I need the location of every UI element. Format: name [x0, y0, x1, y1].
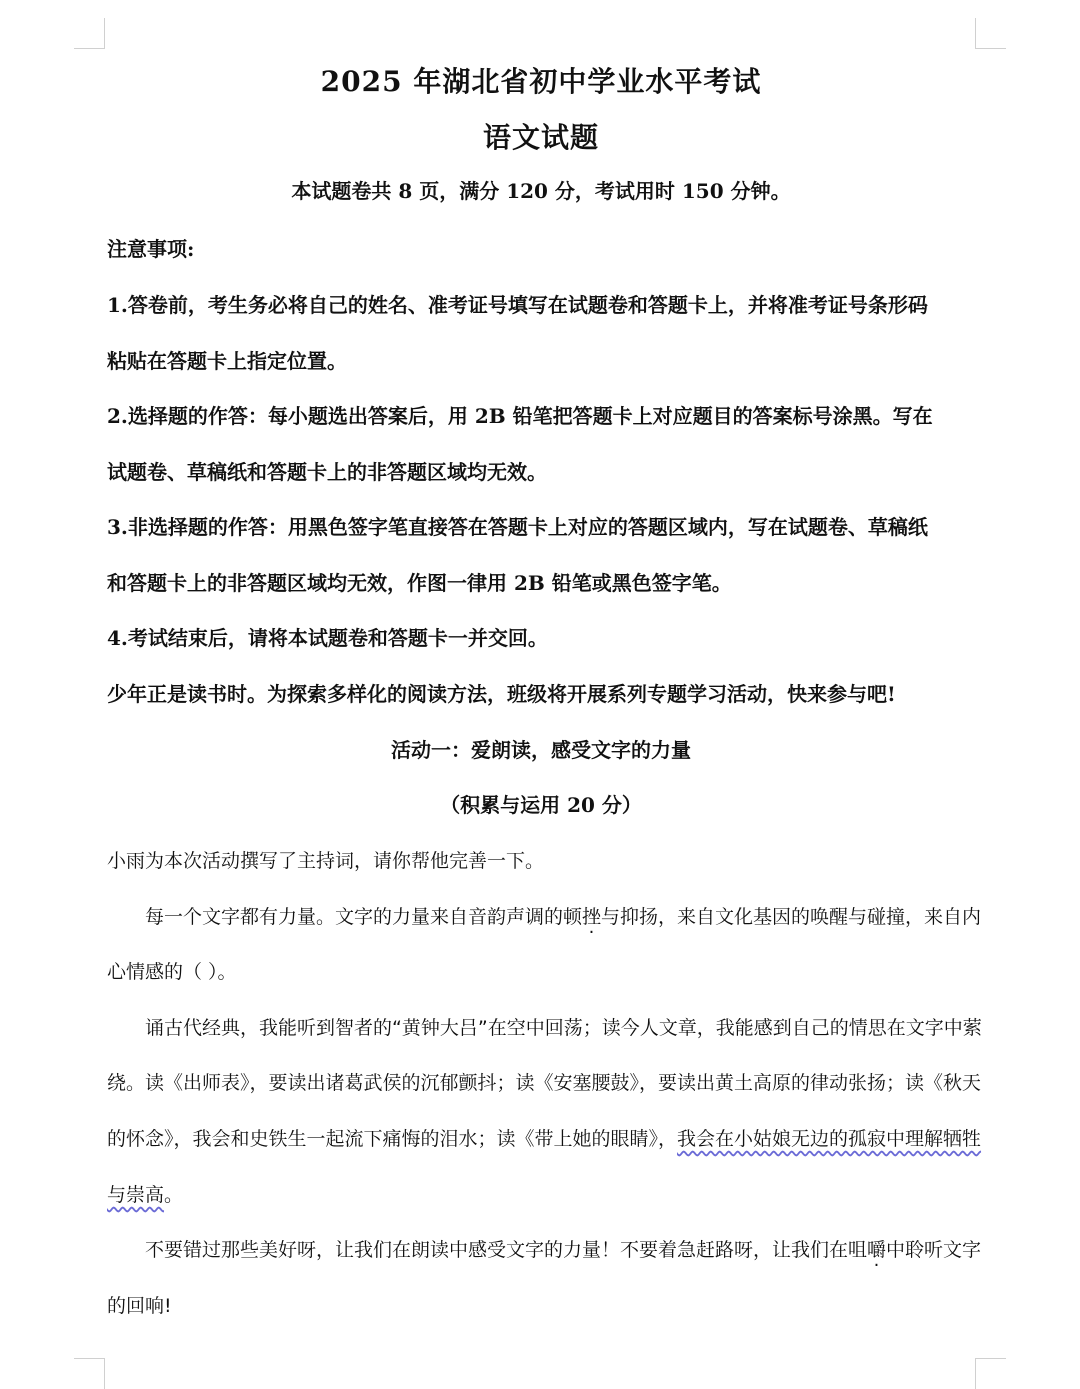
emphasis-dot-char: 嚼: [867, 1239, 887, 1261]
notice-line: 4.考试结束后，请将本试题卷和答题卡一并交回。: [107, 626, 548, 650]
text-run: 的怀念》，我会和史铁生一起流下痛悔的泪水；读《带上她的眼睛》，: [107, 1128, 678, 1150]
notice-heading: 注意事项:: [107, 237, 195, 261]
activity-score: （积累与运用 20 分）: [440, 793, 642, 817]
passage-line: [107, 902, 1013, 929]
text-run: 不要错过那些美好呀，让我们在朗读中感受文字的力量！不要着急赶路呀，让我们在咀: [145, 1239, 868, 1261]
text-run: 。: [164, 1184, 184, 1206]
text-run: 与抑扬，来自文化基因的唤醒与碰撞，来自内: [601, 906, 982, 928]
notice-line: 粘贴在答题卡上指定位置。: [107, 349, 347, 373]
intro-text: 少年正是读书时。为探索多样化的阅读方法，班级将开展系列专题学习活动，快来参与吧!: [107, 682, 896, 706]
notice-line: 2.选择题的作答：每小题选出答案后，用 2B 铅笔把答题卡上对应题目的答案标号涂黑。写在: [107, 404, 933, 428]
wavy-underlined-text: 我会在小姑娘无边的孤寂中理解牺牲: [677, 1128, 982, 1150]
notice-line: 1.答卷前，考生务必将自己的姓名、准考证号填写在试题卷和答题卡上，并将准考证号条形码: [107, 293, 928, 317]
passage-line: 诵古代经典，我能听到智者的“黄钟大吕”在空中回荡；读今人文章，我能感到自己的情思在文字中萦: [145, 1017, 982, 1039]
activity-title: 活动一：爱朗读，感受文字的力量: [391, 738, 691, 762]
passage-lead: 小雨为本次活动撰写了主持词，请你帮他完善一下。: [107, 850, 545, 872]
exam-subject: 语文试题: [482, 121, 599, 154]
page-corner-mark: [975, 1358, 1006, 1389]
exam-info: 本试题卷共 8 页，满分 120 分，考试用时 150 分钟。: [291, 179, 791, 203]
passage-line: [107, 1235, 1013, 1262]
notice-line: 和答题卡上的非答题区域均无效，作图一律用 2B 铅笔或黑色签字笔。: [107, 571, 732, 595]
exam-title: 2025 年湖北省初中学业水平考试: [320, 65, 762, 98]
emphasis-dot-char: 挫: [582, 906, 602, 928]
text-run: 中聆听文字: [886, 1239, 982, 1261]
text-run: 每一个文字都有力量。文字的力量来自音韵声调的顿: [145, 906, 583, 928]
page-corner-mark: [74, 18, 105, 49]
passage-line: 绕。读《出师表》，要读出诸葛武侯的沉郁颤抖；读《安塞腰鼓》，要读出黄土高原的律动张扬；读《秋天: [107, 1072, 982, 1094]
wavy-underlined-text: 与崇高: [107, 1184, 165, 1206]
notice-line: 3.非选择题的作答：用黑色签字笔直接答在答题卡上对应的答题区域内，写在试题卷、草稿纸: [107, 515, 928, 539]
page-corner-mark: [975, 18, 1006, 49]
notice-line: 试题卷、草稿纸和答题卡上的非答题区域均无效。: [107, 460, 547, 484]
page-corner-mark: [74, 1358, 105, 1389]
passage-line: [107, 1180, 975, 1207]
passage-line: 的回响!: [107, 1295, 172, 1317]
passage-line: [107, 1124, 982, 1151]
passage-line: 心情感的（ ）。: [107, 961, 237, 983]
